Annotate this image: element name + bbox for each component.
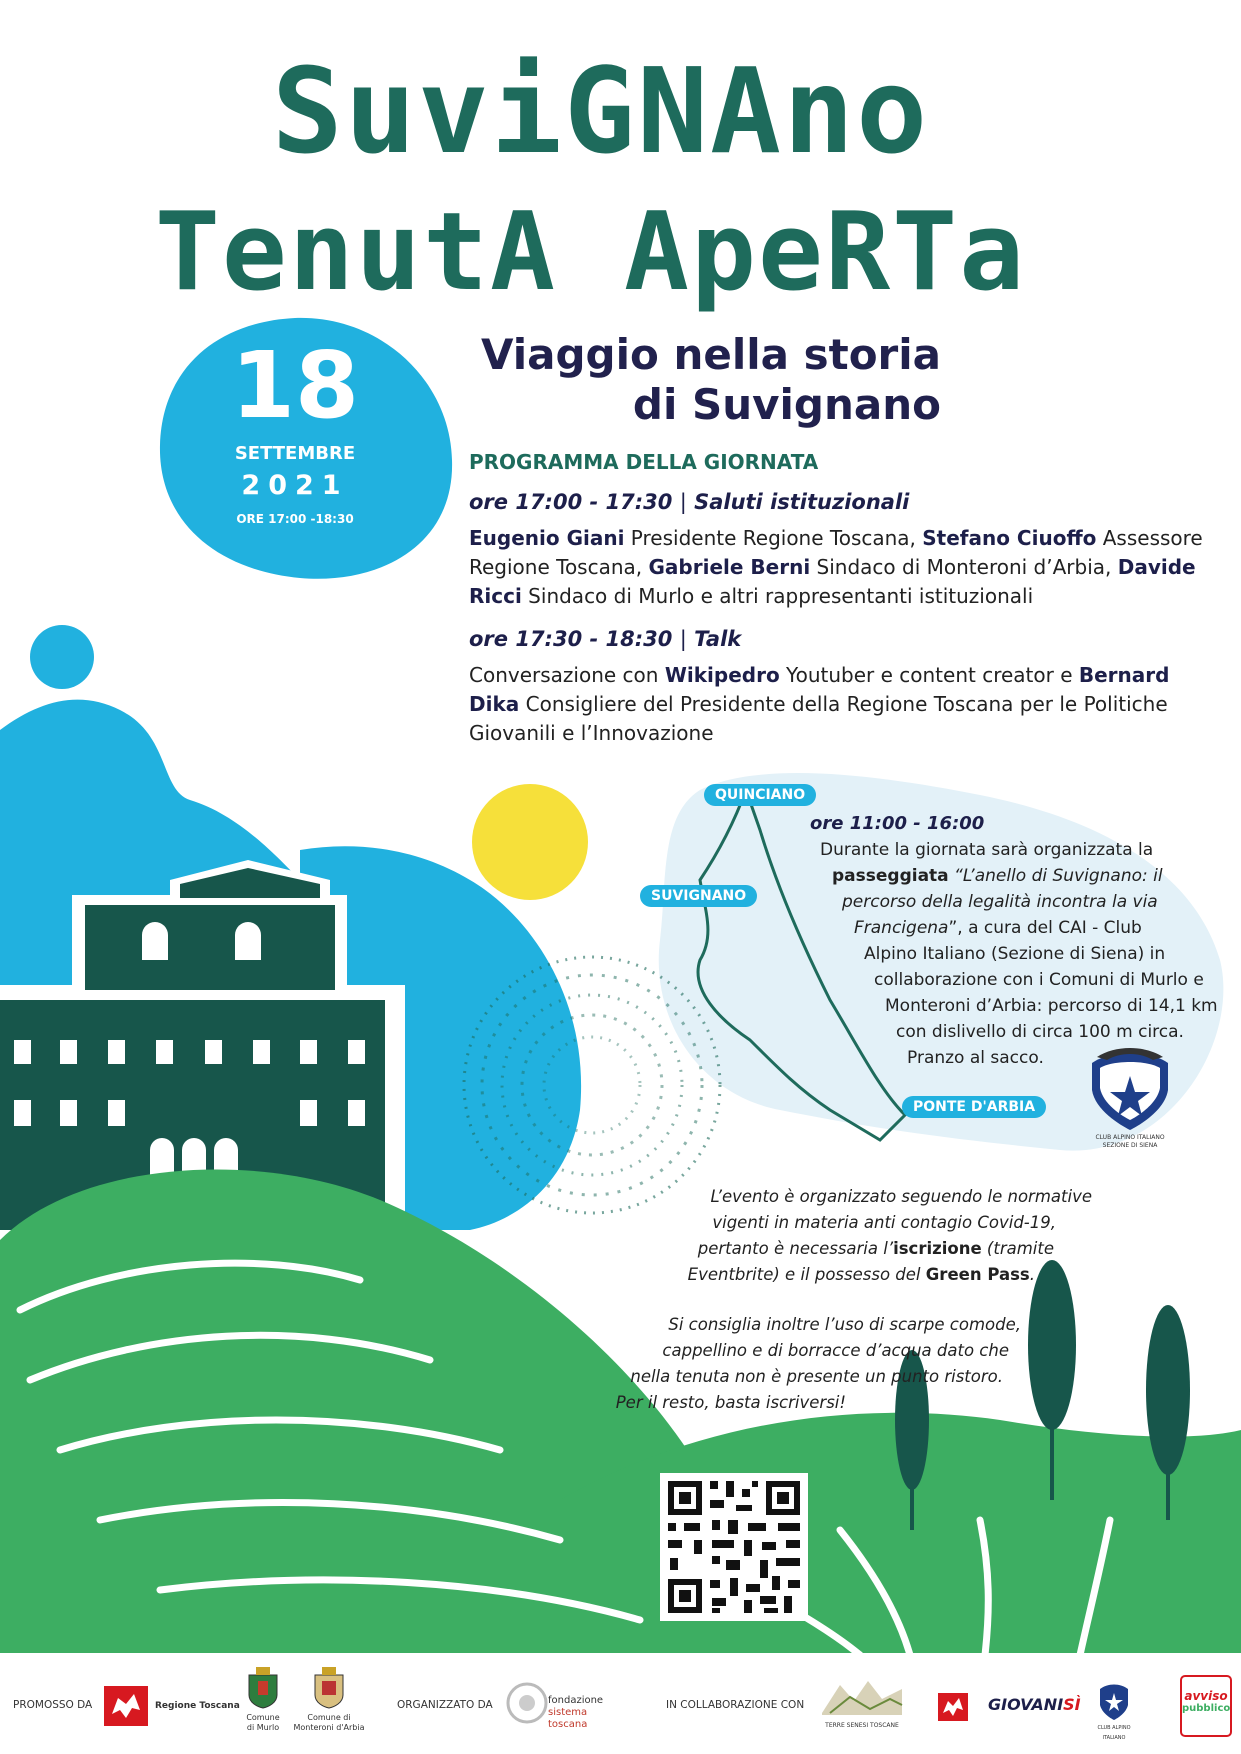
- giovanisi-accent: SÌ: [1063, 1695, 1081, 1714]
- footer-organized-label: ORGANIZZATO DA: [397, 1699, 493, 1711]
- map-label-quinciano: QUINCIANO: [704, 784, 816, 806]
- speaker-name: Wikipedro: [664, 663, 780, 687]
- talk-intro: Conversazione con: [469, 663, 665, 687]
- comune-monteroni-label-1: Comune di: [307, 1713, 351, 1722]
- cai-small-label: CLUB ALPINO ITALIANO: [1097, 1725, 1131, 1741]
- regione-toscana-small-logo: [938, 1693, 968, 1721]
- cai-caption-line-1: CLUB ALPINO ITALIANO: [1095, 1134, 1165, 1141]
- slot-1-separator: |: [679, 490, 687, 514]
- notice-line-2: vigenti in materia anti contagio Covid-19,: [712, 1213, 1056, 1232]
- slot-2-separator: |: [679, 627, 687, 651]
- terre-senesi-label: TERRE SENESI TOSCANE: [825, 1722, 899, 1729]
- walk-time: ore 11:00 - 16:00: [810, 813, 985, 834]
- walk-line-4: [854, 915, 1142, 941]
- notice-bold: iscrizione: [893, 1239, 982, 1258]
- slot-1-label: Saluti istituzionali: [694, 490, 910, 514]
- comune-monteroni-label-2: Monteroni d'Arbia: [293, 1723, 365, 1732]
- speaker-role: Presidente Regione Toscana,: [624, 526, 923, 550]
- footer: [0, 1653, 1241, 1754]
- walk-line-7: Monteroni d’Arbia: percorso di 14,1 km: [885, 996, 1218, 1016]
- regione-toscana-label: Regione Toscana: [155, 1701, 240, 1711]
- comune-murlo-label-1: Comune: [246, 1713, 280, 1722]
- avviso-label-2: pubblico: [1182, 1703, 1231, 1714]
- fondazione-label-2: sistema toscana: [548, 1707, 588, 1730]
- fondazione-label-1: fondazione: [548, 1695, 604, 1706]
- avviso-pubblico-logo: [1180, 1675, 1232, 1737]
- map-label-ponte-arbia: PONTE D'ARBIA: [902, 1096, 1046, 1118]
- footer-promoted-label: PROMOSSO DA: [13, 1699, 93, 1711]
- walk-title: “L’anello di Suvignano: il: [948, 866, 1163, 886]
- small-blue-dot: [30, 625, 94, 689]
- regione-toscana-logo: [104, 1686, 148, 1726]
- slot-1-text: [469, 524, 1209, 611]
- speaker-name: Gabriele Berni: [648, 555, 811, 579]
- cai-small-logo-icon: [1096, 1681, 1132, 1721]
- cai-logo-caption: [1090, 1134, 1170, 1150]
- giovanisi-text: GIOVANI: [988, 1695, 1064, 1714]
- slot-2-header: [469, 625, 1209, 654]
- speaker-role: Sindaco di Murlo e altri rappresentanti istituzionali: [521, 584, 1034, 608]
- avviso-label-1: avviso: [1184, 1689, 1228, 1703]
- advice-line-4: Per il resto, basta iscriversi!: [615, 1393, 846, 1412]
- walk-highlight: passeggiata: [832, 866, 949, 886]
- slot-2-label: Talk: [694, 627, 742, 651]
- speaker-name: Davide Ricci: [469, 555, 1196, 608]
- advice-line-1: Si consiglia inoltre l’uso di scarpe comode,: [668, 1315, 1021, 1334]
- speaker-role: Assessore Regione Toscana,: [469, 526, 1203, 579]
- walk-line-2: [832, 863, 1163, 889]
- notice-text: Eventbrite) e il possesso del: [687, 1265, 926, 1284]
- comune-murlo-label-2: di Murlo: [246, 1723, 280, 1732]
- speaker-role: Sindaco di Monteroni d’Arbia,: [810, 555, 1118, 579]
- subtitle-line-1: Viaggio nella storia: [480, 330, 941, 379]
- speaker-role: Youtuber e content creator e: [779, 663, 1079, 687]
- notice-text: (tramite: [981, 1239, 1054, 1258]
- fondazione-logo-icon: [505, 1681, 549, 1725]
- main-title-line-1: SuviGNAno: [271, 42, 930, 180]
- walk-line-5: Alpino Italiano (Sezione di Siena) in: [864, 944, 1166, 964]
- walk-line-8: con dislivello di circa 100 m circa.: [896, 1022, 1184, 1042]
- walk-line-1: Durante la giornata sarà organizzata la: [820, 840, 1154, 860]
- qr-code: [660, 1473, 808, 1621]
- comune-monteroni-label: [292, 1713, 366, 1733]
- notice-line-4: [688, 1262, 1035, 1288]
- date-year: 2021: [241, 470, 349, 501]
- walk-line-3: percorso della legalità incontra la via: [842, 892, 1158, 912]
- speaker-role: Consigliere del Presidente della Regione Toscana per le Politiche Giovanili e l’Innovazione: [469, 692, 1168, 745]
- speaker-name: Eugenio Giani: [469, 526, 625, 550]
- notice-line-1: L’evento è organizzato seguendo le normative: [710, 1187, 1092, 1206]
- slot-2-time: ore 17:30 - 18:30: [469, 627, 673, 651]
- walk-line-9: Pranzo al sacco.: [907, 1048, 1044, 1068]
- programme-heading: PROGRAMMA DELLA GIORNATA: [469, 450, 819, 474]
- terre-senesi-logo-icon: [820, 1675, 904, 1721]
- advice-line-2: cappellino e di borracce d’acqua dato che: [662, 1341, 1009, 1360]
- notice-bold: Green Pass: [925, 1265, 1030, 1284]
- fondazione-label: [548, 1695, 628, 1731]
- date-hours: ORE 17:00 -18:30: [236, 512, 354, 526]
- speaker-name: Stefano Ciuoffo: [922, 526, 1097, 550]
- notice-text: pertanto è necessaria l’: [697, 1239, 894, 1258]
- comune-monteroni-crest-icon: [312, 1665, 346, 1709]
- comune-murlo-crest-icon: [246, 1665, 280, 1709]
- main-title-line-2: TenutA ApeRTa: [154, 190, 1027, 315]
- speaker-name: Bernard Dika: [469, 663, 1170, 716]
- advice-line-3: nella tenuta non è presente un punto ristoro.: [630, 1367, 1003, 1386]
- notice-line-3: [698, 1236, 1054, 1262]
- giovanisi-logo: [988, 1695, 1081, 1714]
- date-month: SETTEMBRE: [234, 443, 356, 464]
- yellow-sun: [472, 784, 588, 900]
- walk-organizer: ”, a cura del CAI - Club: [948, 918, 1142, 938]
- map-label-suvignano: SUVIGNANO: [640, 885, 757, 907]
- date-day: 18: [230, 332, 360, 439]
- slot-2-text: [469, 661, 1209, 748]
- walk-title-end: Francigena: [854, 918, 949, 938]
- notice-text: .: [1029, 1265, 1035, 1284]
- footer-collab-label: IN COLLABORAZIONE CON: [666, 1699, 805, 1711]
- comune-murlo-label: [236, 1713, 290, 1733]
- slot-1-header: [469, 488, 1209, 517]
- subtitle-line-2: di Suvignano: [632, 380, 941, 429]
- slot-1-time: ore 17:00 - 17:30: [469, 490, 673, 514]
- walk-line-6: collaborazione con i Comuni di Murlo e: [874, 970, 1204, 990]
- cai-caption-line-2: SEZIONE DI SIENA: [1102, 1142, 1158, 1149]
